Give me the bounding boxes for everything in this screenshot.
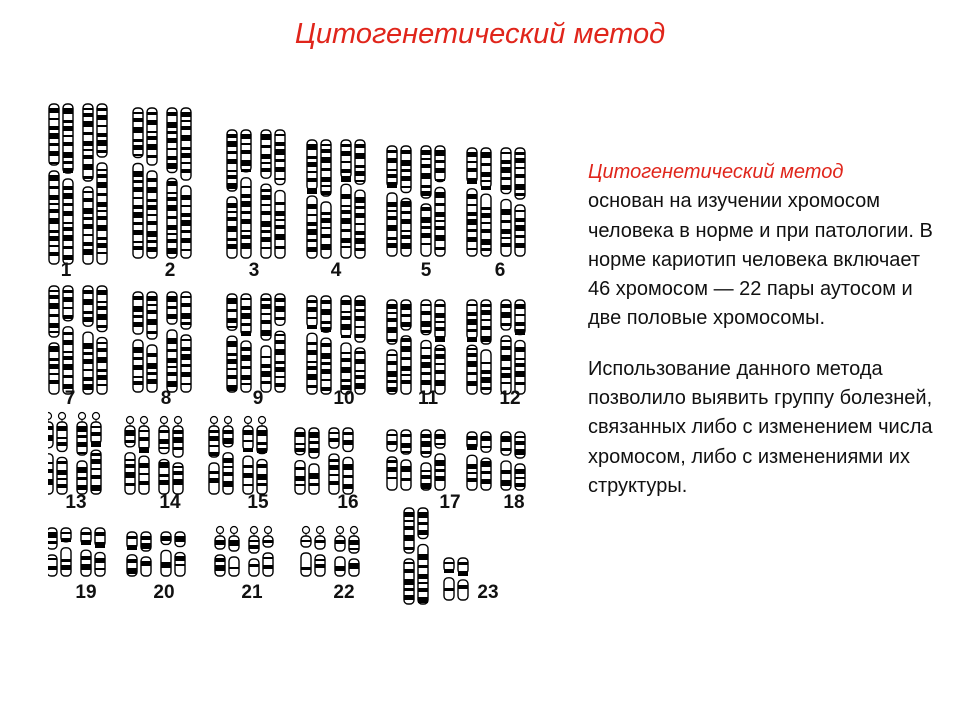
- karyotype-image: [48, 96, 540, 612]
- method-name: Цитогенетический метод: [588, 161, 844, 183]
- chromosome-label: 4: [330, 260, 342, 281]
- chromosome-label: 16: [337, 492, 359, 513]
- chromosome-label: 1: [60, 260, 72, 281]
- chromosome-label: 10: [333, 388, 355, 409]
- paragraph-1: [588, 158, 938, 334]
- chromosome-pair-15: [209, 417, 267, 495]
- chromosome-pair-7: [49, 286, 107, 394]
- description-text: [588, 158, 938, 501]
- chromosome-pair-4: [307, 140, 365, 258]
- chromosome-label: 11: [417, 388, 439, 409]
- chromosome-pair-5: [387, 146, 445, 256]
- chromosome-label: 7: [64, 388, 76, 409]
- chromosome-pair-14: [125, 417, 183, 495]
- chromosome-label: 20: [153, 582, 175, 603]
- chromosome-pair-21: [215, 527, 273, 577]
- chromosome-label: 12: [499, 388, 521, 409]
- chromosome-label: 14: [159, 492, 181, 513]
- chromosome-label: 23: [477, 582, 499, 603]
- chromosome-pair-18: [467, 432, 525, 490]
- chromosome-pair-13: [48, 413, 101, 495]
- chromosome-pair-11: [387, 300, 445, 394]
- paragraph-2: Использование данного метода позволило выявить группу болезней, связанных либо с изменением числа хромосом, либо с изменениями их структуры.: [588, 357, 933, 497]
- chromosome-label: 13: [65, 492, 87, 513]
- chromosome-label: 17: [439, 492, 461, 513]
- chromosome-pair-6: [467, 148, 525, 256]
- chromosome-pair-23: [404, 508, 468, 604]
- chromosome-label: 9: [252, 388, 264, 409]
- chromosome-pair-17: [387, 430, 445, 490]
- chromosome-label: 21: [241, 582, 263, 603]
- chromosome-label: 5: [420, 260, 432, 281]
- chromosome-pair-10: [307, 296, 365, 394]
- chromosome-pair-8: [133, 292, 191, 392]
- chromosome-pair-2: [133, 108, 191, 258]
- chromosome-label: 19: [75, 582, 97, 603]
- chromosome-pair-3: [227, 130, 285, 258]
- paragraph-1-body: основан на изучении хромосом человека в норме и при патологии. В норме кариотип человека включает 46 хромосом — 22 пары аутосом и две половые хромосомы.: [588, 190, 933, 330]
- chromosome-pair-12: [467, 300, 525, 394]
- chromosome-label: 3: [248, 260, 260, 281]
- slide-title: Цитогенетический метод: [294, 18, 666, 50]
- chromosome-pair-22: [301, 527, 359, 577]
- chromosome-label: 6: [494, 260, 506, 281]
- chromosome-pair-9: [227, 294, 285, 392]
- chromosome-label: 2: [164, 260, 176, 281]
- chromosome-label: 22: [333, 582, 355, 603]
- chromosome-pair-19: [48, 528, 105, 576]
- chromosome-label: 15: [247, 492, 269, 513]
- chromosome-pair-20: [127, 532, 185, 576]
- chromosome-pair-16: [295, 428, 353, 494]
- chromosome-pair-1: [49, 104, 107, 264]
- chromosome-label: 8: [160, 388, 172, 409]
- chromosome-label: 18: [503, 492, 525, 513]
